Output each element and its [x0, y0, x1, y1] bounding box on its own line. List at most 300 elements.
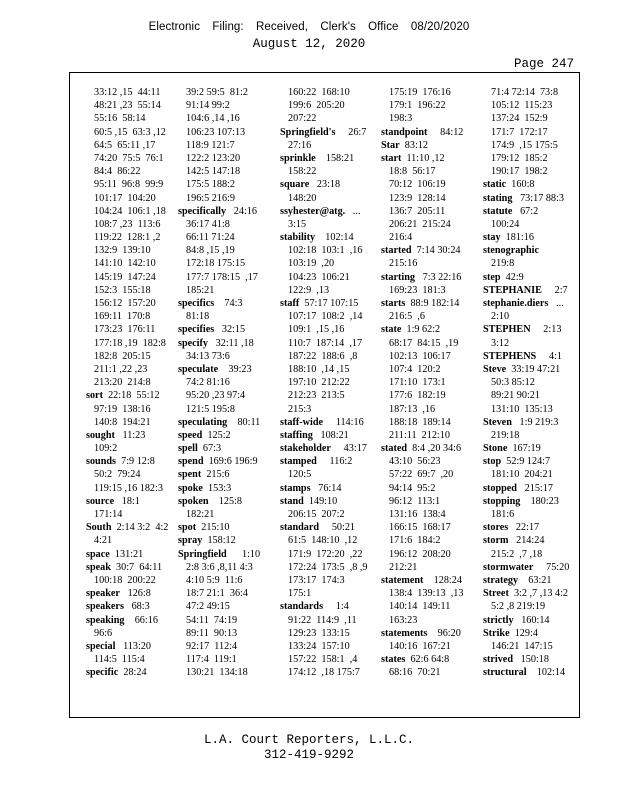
index-entry [280, 416, 374, 429]
index-term: starting [381, 271, 415, 283]
index-reference-line [483, 139, 577, 152]
index-reference-line [381, 350, 475, 363]
page-line-refs: 179:12 185:2 [491, 152, 548, 164]
index-entry [86, 495, 180, 508]
index-term: spot [178, 522, 197, 534]
index-term: speaking [86, 614, 125, 626]
page-line-refs: 215:2 ,7 ,18 [491, 548, 543, 560]
index-entry [381, 323, 475, 336]
index-term: specifics [178, 298, 215, 309]
page-line-refs: 133:24 157:10 [288, 640, 350, 652]
page-line-refs: 96:6 [94, 627, 113, 639]
page-line-refs: 125:2 [202, 429, 231, 441]
index-reference-line [86, 112, 180, 125]
index-entry [483, 482, 577, 495]
page-line-refs: 101:17 104:20 [94, 192, 156, 204]
page-line-refs: 105:12 115:23 [491, 100, 553, 112]
index-entry [178, 429, 272, 442]
index-term: STEPHEN [483, 324, 531, 336]
index-term: staff-wide [280, 416, 324, 428]
index-term: source [86, 495, 115, 507]
page-line-refs: 64:5 65:11 ,17 [94, 139, 156, 151]
index-reference-line [178, 257, 272, 270]
page-line-refs: 163:23 [389, 614, 418, 626]
index-reference-line [381, 310, 475, 323]
page-line-refs: 114:5 115:4 [94, 654, 145, 666]
index-column-2 [178, 86, 272, 679]
index-reference-line [381, 376, 475, 389]
index-entry [483, 587, 577, 600]
index-entry [483, 653, 577, 666]
index-reference-line [381, 455, 475, 468]
page-line-refs: 122:9 ,13 [288, 284, 330, 296]
page-line-refs: 3:12 [491, 337, 510, 349]
page-line-refs: 2:8 3:6 ,8,11 4:3 [186, 561, 253, 573]
page-line-refs: 181:6 [491, 509, 515, 520]
index-term: states [381, 654, 406, 666]
filing-stamp: Electronic Filing: Received, Clerk's Office 08/20/2020 [148, 21, 470, 33]
index-entry [381, 653, 475, 666]
index-reference-line [178, 627, 272, 640]
index-term: stay [483, 232, 501, 244]
index-reference-line [178, 231, 272, 244]
page-line-refs: 118:9 121:7 [186, 139, 235, 151]
page-line-refs: 7:9 12:8 [116, 456, 155, 468]
page-line-refs: 145:19 147:24 [94, 271, 156, 283]
page-line-refs: 146:21 147:15 [491, 640, 553, 652]
page-line-refs: 22:17 [508, 522, 540, 534]
index-entry [483, 323, 577, 336]
page-line-refs: 199:6 205:20 [288, 100, 345, 112]
index-entry [381, 442, 475, 455]
page-line-refs: 131:10 135:13 [491, 403, 553, 415]
index-term: spoke [178, 482, 203, 494]
index-reference-line [280, 284, 374, 297]
page-line-refs: 216:5 ,6 [389, 311, 425, 323]
index-reference-line [280, 640, 374, 653]
page-line-refs: 108:7 ,23 113:6 [94, 218, 161, 230]
index-term: static [483, 179, 507, 191]
page-line-refs: 1:10 [226, 548, 261, 560]
page-line-refs: 80:11 [227, 416, 261, 428]
index-entry [178, 521, 272, 534]
index-entry [483, 627, 577, 640]
page-line-refs: 42:9 [500, 271, 524, 283]
page-line-refs: 43:10 56:23 [389, 456, 441, 468]
page-line-refs: 74:3 [214, 298, 243, 309]
page-line-refs: 169:11 170:8 [94, 311, 151, 323]
index-reference-line [280, 112, 374, 125]
page-line-refs: 113:20 [115, 640, 151, 652]
index-reference-line [86, 231, 180, 244]
page-line-refs: 66:11 71:24 [186, 232, 235, 244]
page-line-refs: 207:22 [288, 113, 317, 125]
index-reference-line [86, 468, 180, 481]
index-entry [483, 561, 577, 574]
page-line-refs: 75:20 [533, 561, 570, 573]
index-reference-line [86, 337, 180, 350]
page-line-refs: 169:6 196:9 [203, 456, 258, 468]
index-term: space [86, 548, 110, 560]
index-reference-line [483, 310, 577, 323]
page-line-refs: 57:17 107:15 [299, 298, 359, 309]
page-line-refs: 3:2 ,7 ,13 4:2 [508, 588, 568, 600]
page-line-refs: 100:24 [491, 218, 520, 230]
index-term: specifically [178, 205, 227, 217]
index-reference-line [381, 561, 475, 574]
index-entry [483, 574, 577, 587]
page-line-refs: 7:3 22:16 [414, 271, 462, 283]
page-line-refs: 107:4 120:2 [389, 363, 441, 375]
index-reference-line [483, 389, 577, 402]
page-line-refs: 215:17 [516, 482, 553, 494]
page-line-refs: 11:23 [114, 429, 146, 441]
index-reference-line [178, 218, 272, 231]
page-line-refs: 50:2 79:24 [94, 469, 141, 481]
index-reference-line [86, 178, 180, 191]
page-line-refs: 117:4 119:1 [186, 654, 237, 666]
index-reference-line [483, 548, 577, 561]
index-term: sought [86, 429, 115, 441]
page-line-refs: 158:21 [315, 152, 355, 164]
page-line-refs: 96:20 [427, 627, 461, 639]
index-term: special [86, 640, 116, 652]
page-line-refs: 177:18 ,19 182:8 [94, 337, 166, 349]
index-reference-line [86, 86, 180, 99]
page-line-refs: 67:2 [512, 205, 539, 217]
index-reference-line [483, 126, 577, 139]
index-reference-line [483, 468, 577, 481]
page-line-refs: 188:10 ,14 ,15 [288, 363, 350, 375]
page-line-refs: 104:23 106:21 [288, 271, 350, 283]
index-reference-line [280, 548, 374, 561]
index-entry [178, 363, 272, 376]
page-line-refs: 102:13 106:17 [389, 350, 451, 362]
index-entry [178, 455, 272, 468]
page-line-refs: 131:21 [109, 548, 144, 560]
footer-company: L.A. Court Reporters, L.L.C. [203, 733, 415, 747]
index-reference-line [381, 389, 475, 402]
index-term: statute [483, 205, 513, 217]
index-reference-line [280, 337, 374, 350]
index-reference-line [381, 192, 475, 205]
index-entry [86, 587, 180, 600]
page-line-refs: ... [548, 298, 564, 309]
index-reference-line [178, 587, 272, 600]
index-term: Steven [483, 416, 512, 428]
index-reference-line [381, 205, 475, 218]
index-entry [280, 482, 374, 495]
page-line-refs: 84:12 [427, 126, 464, 138]
index-term: spent [178, 469, 202, 481]
index-reference-line [381, 600, 475, 613]
index-term: Springfield's [280, 126, 336, 138]
index-entry [483, 455, 577, 468]
index-reference-line [178, 310, 272, 323]
index-reference-line [86, 192, 180, 205]
index-reference-line [178, 614, 272, 627]
index-term: stability [280, 232, 316, 244]
page-line-refs: 39:2 59:5 81:2 [186, 87, 248, 98]
index-entry [280, 455, 374, 468]
index-entry [86, 600, 180, 613]
index-term: stopping [483, 495, 521, 507]
index-entry [178, 534, 272, 547]
page-line-refs: 215:3 [288, 403, 312, 415]
index-reference-line [86, 482, 180, 495]
page-line-refs: 171:7 172:17 [491, 126, 548, 138]
page-line-refs: 107:17 108:2 ,14 [288, 311, 363, 323]
page-line-refs: 206:15 207:2 [288, 509, 345, 520]
index-reference-line [178, 350, 272, 363]
index-entry [483, 178, 577, 191]
index-term: standards [280, 601, 324, 613]
page-line-refs: 2:14 3:2 4:2 [111, 522, 169, 534]
index-reference-line [280, 574, 374, 587]
index-term: specify [178, 337, 208, 349]
page-line-refs: 153:3 [202, 482, 232, 494]
page-line-refs: 2:13 [530, 324, 562, 336]
index-reference-line [86, 403, 180, 416]
index-term: starts [381, 298, 406, 309]
index-reference-line [280, 257, 374, 270]
page-line-refs: 174:12 ,18 175:7 [288, 667, 360, 679]
page-line-refs: 219:18 [491, 429, 520, 441]
page-line-refs: 103:19 ,20 [288, 258, 335, 270]
index-reference-line [381, 218, 475, 231]
page-line-refs: 55:16 58:14 [94, 113, 146, 125]
index-term: strived [483, 654, 513, 666]
index-entry [280, 231, 374, 244]
header-date: August 12, 2020 [252, 37, 366, 51]
page-line-refs: 88:9 182:14 [405, 298, 460, 309]
page-number: Page 247 [513, 57, 574, 71]
page-line-refs: 196:5 216:9 [186, 192, 235, 204]
index-reference-line [280, 192, 374, 205]
index-entry [86, 548, 180, 561]
page-line-refs: 216:4 [389, 232, 413, 244]
index-term: stenographic [483, 245, 540, 257]
page-line-refs: 2:7 [541, 284, 568, 296]
index-reference-line [381, 86, 475, 99]
page-line-refs: 129:4 [509, 627, 538, 639]
index-reference-line [280, 86, 374, 99]
index-column-1 [86, 86, 180, 679]
index-term: specifies [178, 324, 215, 336]
index-reference-line [381, 495, 475, 508]
index-reference-line [86, 257, 180, 270]
index-reference-line [280, 139, 374, 152]
index-entry [483, 521, 577, 534]
page-line-refs: 160:14 [513, 614, 550, 626]
index-term: spell [178, 443, 198, 455]
page-line-refs: 119:22 128:1 ,2 [94, 232, 161, 244]
page-line-refs: 177:6 182:19 [389, 390, 446, 402]
index-reference-line [86, 139, 180, 152]
page-line-refs: 125:8 [208, 495, 242, 507]
page-line-refs: 126:8 [119, 588, 151, 600]
index-term: stormwater [483, 561, 534, 573]
page-line-refs: 57:22 69:7 ,20 [389, 469, 454, 481]
index-reference-line [483, 218, 577, 231]
page-line-refs: 173:23 176:11 [94, 324, 156, 336]
index-entry [280, 600, 374, 613]
page-line-refs: 34:13 73:6 [186, 350, 230, 362]
index-entry [483, 495, 577, 508]
index-term: start [381, 152, 402, 164]
page-line-refs: 47:2 49:15 [186, 601, 230, 613]
page-line-refs: 1:9 219:3 [511, 416, 559, 428]
page-line-refs: 33:12 ,15 44:11 [94, 87, 161, 98]
index-reference-line [381, 363, 475, 376]
index-entry [483, 442, 577, 455]
index-reference-line [86, 653, 180, 666]
index-term: stopped [483, 482, 517, 494]
page-line-refs: 130:21 134:18 [186, 667, 248, 679]
index-reference-line [381, 416, 475, 429]
index-entry [381, 574, 475, 587]
index-term: statements [381, 627, 428, 639]
index-term: speak [86, 561, 111, 573]
index-column-3 [280, 86, 374, 679]
index-reference-line [280, 534, 374, 547]
index-entry [178, 297, 272, 310]
page-line-refs: 140:16 167:21 [389, 640, 451, 652]
index-reference-line [86, 310, 180, 323]
page-line-refs: 11:10 ,12 [401, 152, 445, 164]
index-reference-line [280, 99, 374, 112]
index-reference-line [280, 310, 374, 323]
page-line-refs: 18:1 [114, 495, 140, 507]
page-line-refs: 175:1 [288, 588, 312, 600]
index-entry [280, 205, 374, 218]
page-line-refs: 28:24 [118, 667, 147, 679]
index-entry [381, 126, 475, 139]
index-reference-line [280, 627, 374, 640]
page-line-refs: 1:9 62:2 [401, 324, 441, 336]
page-line-refs: 187:22 188:6 ,8 [288, 350, 358, 362]
index-entry [483, 534, 577, 547]
page-line-refs: 102:14 [315, 232, 354, 244]
page-line-refs: 63:21 [518, 574, 552, 586]
page-line-refs: 52:9 124:7 [501, 456, 551, 468]
index-term: stop [483, 456, 502, 468]
index-term: stated [381, 443, 408, 455]
index-reference-line [381, 640, 475, 653]
index-term: STEPHENS [483, 350, 537, 362]
page-line-refs: 211:11 212:10 [389, 429, 450, 441]
index-term: stores [483, 522, 509, 534]
index-entry [280, 521, 374, 534]
index-reference-line [86, 363, 180, 376]
page-line-refs: 66:16 [124, 614, 158, 626]
index-term: statement [381, 574, 424, 586]
index-term: ssyhester@atg. [280, 205, 346, 217]
page-line-refs: 91:14 99:2 [186, 100, 230, 112]
page-line-refs: 97:19 138:16 [94, 403, 151, 415]
page-line-refs: 171:6 184:2 [389, 535, 441, 547]
page-line-refs: 181:16 [500, 232, 534, 244]
page-line-refs: 94:14 95:2 [389, 482, 436, 494]
index-entry [280, 152, 374, 165]
index-reference-line [86, 323, 180, 336]
page-line-refs: 54:11 74:19 [186, 614, 238, 626]
page-line-refs: 5:2 ,8 219:19 [491, 601, 546, 613]
index-entry [483, 614, 577, 627]
page-line-refs: 104:24 106:1 ,18 [94, 205, 166, 217]
index-reference-line [483, 640, 577, 653]
page-line-refs: 215:10 [196, 522, 230, 534]
index-reference-line [381, 482, 475, 495]
page-line-refs: 180:23 [520, 495, 559, 507]
index-reference-line [381, 666, 475, 679]
page-line-refs: 149:10 [303, 495, 338, 507]
index-entry [178, 482, 272, 495]
index-entry [86, 521, 180, 534]
index-term: state [381, 324, 402, 336]
page-line-refs: 148:20 [288, 192, 317, 204]
page-line-refs: 197:10 212:22 [288, 377, 350, 389]
index-entry [178, 337, 272, 350]
page-line-refs: 219:8 [491, 258, 515, 270]
page-line-refs: 137:24 152:9 [491, 113, 548, 125]
index-entry [178, 416, 272, 429]
index-reference-line [178, 653, 272, 666]
index-term: standard [280, 522, 320, 534]
page-line-refs: 68:17 84:15 ,19 [389, 337, 459, 349]
page-line-refs: 169:23 181:3 [389, 284, 446, 296]
page-line-refs: 2:10 [491, 311, 510, 323]
index-term: Stone [483, 443, 508, 455]
index-term: speculate [178, 363, 219, 375]
page-line-refs: 81:18 [186, 311, 210, 323]
index-term: speculating [178, 416, 228, 428]
index-reference-line [381, 231, 475, 244]
index-entry [280, 442, 374, 455]
index-reference-line [86, 627, 180, 640]
page-line-refs: 121:5 195:8 [186, 403, 235, 415]
page-line-refs: 175:19 176:16 [389, 87, 451, 98]
index-reference-line [280, 271, 374, 284]
index-reference-line [178, 640, 272, 653]
page-line-refs: 24:16 [226, 205, 257, 217]
index-term: strategy [483, 574, 519, 586]
index-entry [86, 389, 180, 402]
index-term: sort [86, 390, 103, 402]
page-line-refs: 106:23 107:13 [186, 126, 246, 138]
index-entry [381, 152, 475, 165]
index-reference-line [86, 297, 180, 310]
page-line-refs: 89:11 90:13 [186, 627, 238, 639]
index-term: step [483, 271, 501, 283]
page-line-refs: 1:4 [323, 601, 349, 613]
page-line-refs: 74:20 75:5 76:1 [94, 152, 164, 164]
index-reference-line [178, 271, 272, 284]
index-reference-line [86, 218, 180, 231]
page-line-refs: 140:8 194:21 [94, 416, 151, 428]
index-term: specific [86, 667, 119, 679]
page-line-refs: 120:5 [288, 469, 312, 481]
page-line-refs: 196:12 208:20 [389, 548, 451, 560]
index-reference-line [178, 376, 272, 389]
index-reference-line [381, 429, 475, 442]
index-term: Steve [483, 363, 507, 375]
index-entry [483, 416, 577, 429]
page-line-refs: 7:14 30:24 [411, 245, 461, 257]
index-entry [86, 640, 180, 653]
index-term: Street [483, 588, 509, 600]
page-line-refs: 102:14 [526, 667, 566, 679]
